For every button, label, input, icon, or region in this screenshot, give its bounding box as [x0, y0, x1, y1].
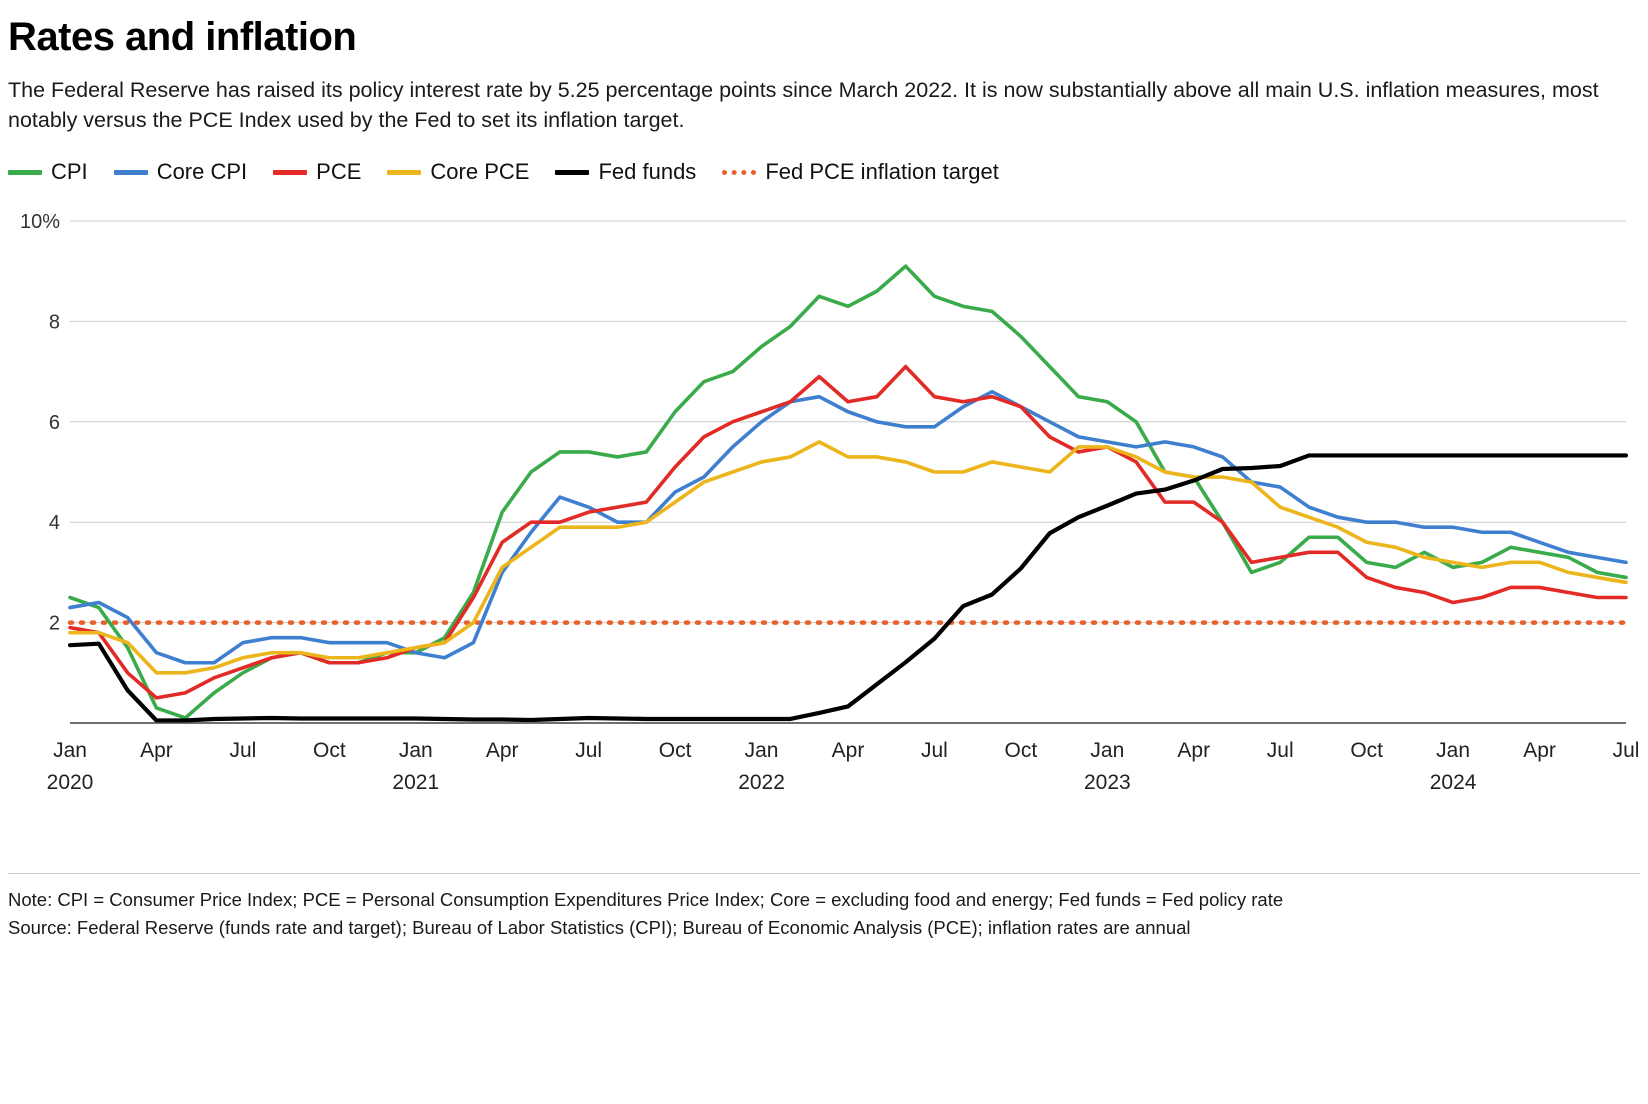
- legend-label: Fed funds: [598, 159, 697, 185]
- x-axis-year-label: 2023: [1083, 771, 1131, 795]
- legend-item: [273, 159, 361, 185]
- page-title: Rates and inflation: [8, 15, 357, 59]
- x-axis-tick-label: Jan: [53, 739, 87, 763]
- legend-label: PCE: [316, 159, 362, 185]
- footnote-note: Note: CPI = Consumer Price Index; PCE = Personal Consumption Expenditures Price Index; Core = excluding food and energy; Fed funds = Fed policy rate: [8, 889, 1284, 911]
- x-axis-tick-label: Jul: [575, 739, 603, 763]
- x-axis-tick-label: Jan: [1090, 739, 1125, 763]
- x-axis-tick-label: Jul: [229, 739, 257, 763]
- x-axis-year-label: 2020: [46, 771, 94, 795]
- legend-swatch: [722, 170, 756, 175]
- x-axis-tick-label: Apr: [1523, 739, 1556, 763]
- y-axis-tick-label: 2: [48, 612, 60, 635]
- legend-label: Core PCE: [430, 159, 530, 185]
- series-line-pce: [70, 367, 1626, 698]
- x-axis-tick-label: Oct: [658, 739, 692, 763]
- legend-item: [114, 159, 247, 185]
- y-axis-tick-label: 4: [48, 512, 60, 535]
- chart-area: [8, 203, 1640, 863]
- x-axis-tick-label: Apr: [485, 739, 519, 763]
- legend-swatch: [273, 170, 307, 175]
- x-axis-tick-label: Jan: [1436, 739, 1471, 763]
- legend-swatch: [114, 170, 148, 175]
- line-chart: [8, 203, 1640, 863]
- x-axis-year-label: 2022: [738, 771, 785, 795]
- x-axis-year-label: 2024: [1429, 771, 1477, 795]
- legend-item: [387, 159, 529, 185]
- x-axis-tick-label: Apr: [140, 739, 173, 763]
- x-axis-tick-label: Apr: [1177, 739, 1211, 763]
- series-line-cpi: [70, 266, 1626, 718]
- y-axis-tick-label: 6: [48, 412, 60, 435]
- y-axis-tick-label: 10%: [19, 211, 60, 234]
- x-axis-tick-label: Jul: [921, 739, 948, 763]
- x-axis-tick-label: Jul: [1266, 739, 1294, 763]
- footnote-source: Source: Federal Reserve (funds rate and target); Bureau of Labor Statistics (CPI); Bureau of Economic Analysis (PCE); inflation rates are annual: [8, 917, 1191, 939]
- legend-swatch: [555, 170, 589, 175]
- x-axis-tick-label: Jan: [398, 739, 433, 763]
- y-axis-tick-label: 8: [48, 311, 60, 334]
- x-axis-tick-label: Oct: [1004, 739, 1038, 763]
- legend-item: [555, 159, 696, 185]
- legend-swatch: [8, 170, 42, 175]
- x-axis-tick-label: Oct: [1350, 739, 1384, 763]
- legend-label: Fed PCE inflation target: [765, 159, 999, 185]
- x-axis-tick-label: Jan: [744, 739, 779, 763]
- x-axis-tick-label: Jul: [1612, 739, 1640, 763]
- legend-label: Core CPI: [156, 159, 248, 185]
- chart-page: [0, 14, 1648, 1104]
- legend-label: CPI: [51, 159, 88, 185]
- chart-footer: [8, 873, 1640, 942]
- legend-swatch: [387, 170, 421, 175]
- x-axis-tick-label: Apr: [831, 739, 865, 763]
- legend-item: [722, 159, 999, 185]
- page-subtitle: The Federal Reserve has raised its policy interest rate by 5.25 percentage points since March 2022. It is now substantially above all main U.S. inflation measures, most notably versus the PCE Index used by the Fed to set its inflation target.: [8, 78, 1599, 132]
- x-axis-tick-label: Oct: [312, 739, 346, 763]
- chart-legend: [8, 159, 1640, 185]
- x-axis-year-label: 2021: [392, 771, 440, 795]
- legend-item: [8, 159, 88, 185]
